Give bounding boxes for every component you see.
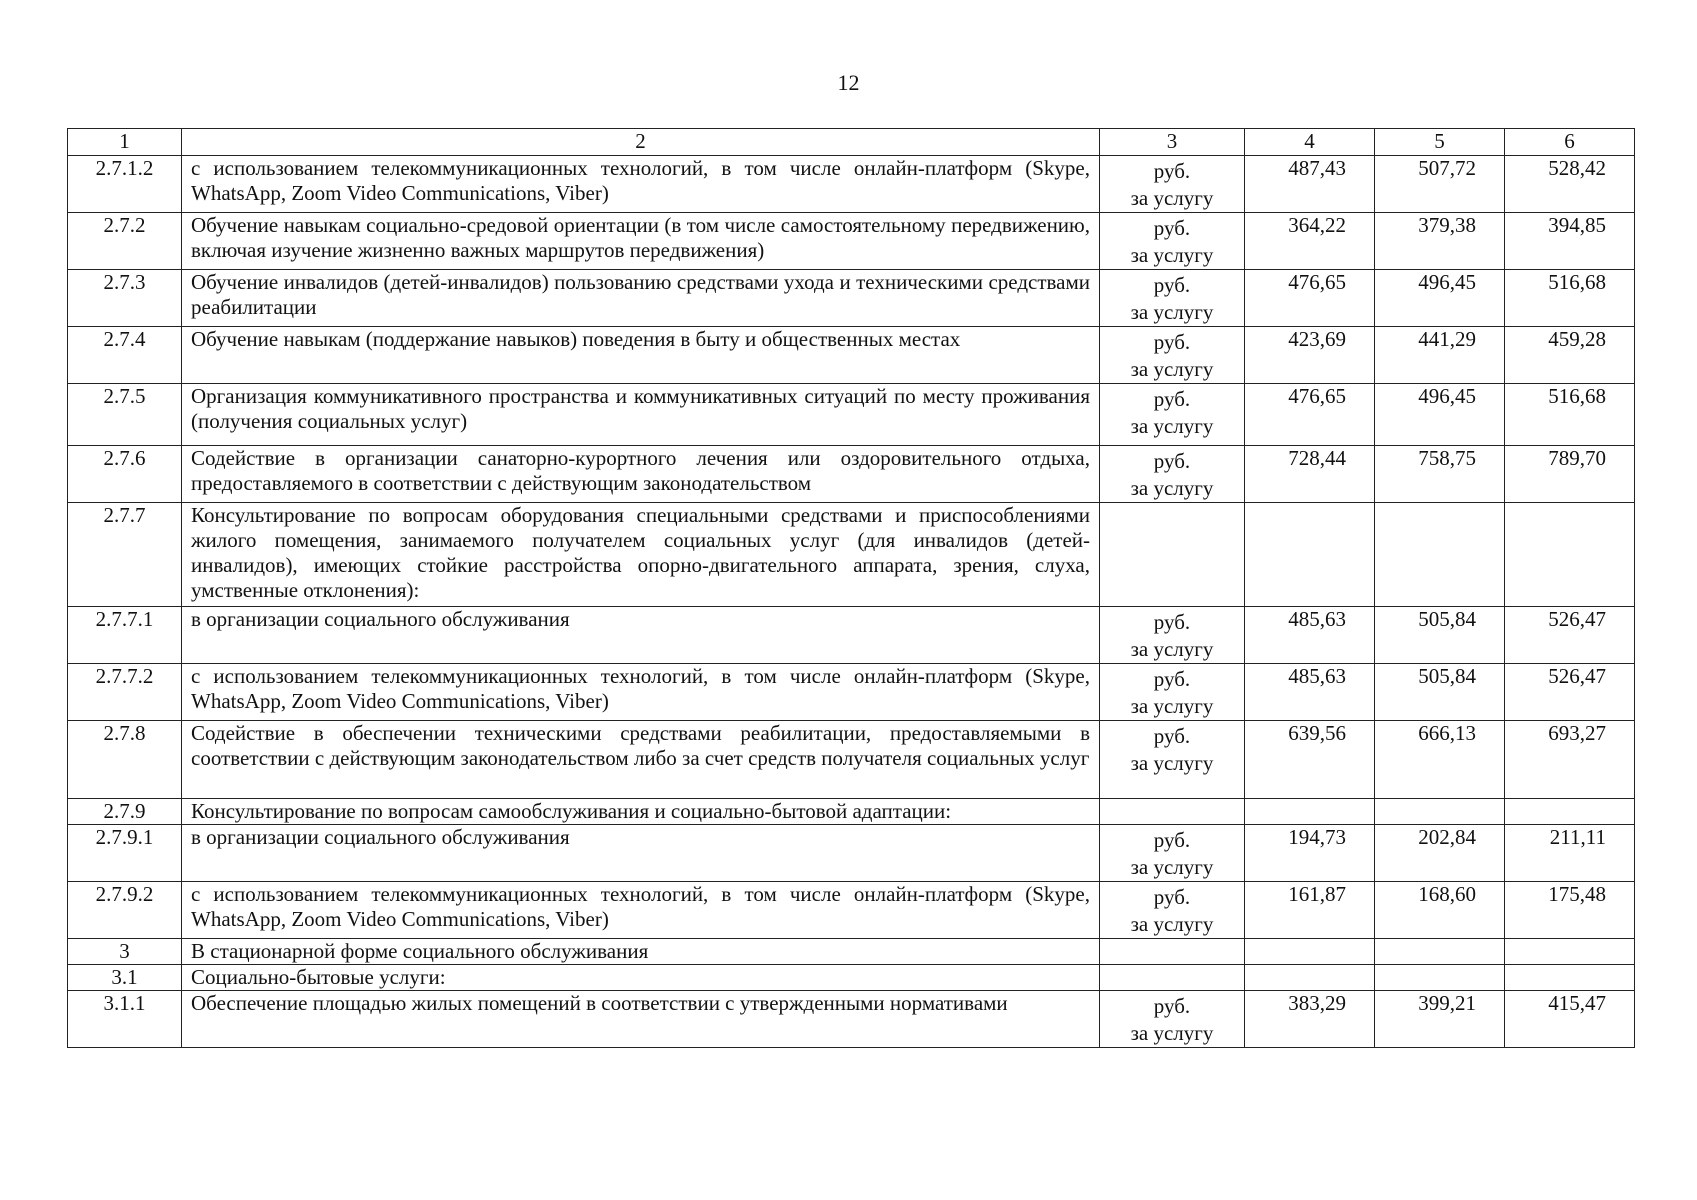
row-unit	[1100, 213, 1245, 270]
table-row	[68, 156, 1635, 213]
table-row	[68, 965, 1635, 991]
row-unit	[1100, 384, 1245, 446]
unit-per-service: за услугу	[1130, 300, 1214, 324]
row-description: Обучение навыкам (поддержание навыков) поведения в быту и общественных местах	[182, 327, 1100, 384]
row-description: с использованием телекоммуникационных технологий, в том числе онлайн-платформ (Skype, WhatsApp, Zoom Video Communications, Viber)	[182, 882, 1100, 939]
row-value-col5	[1375, 799, 1505, 825]
row-description: Организация коммуникативного пространства и коммуникативных ситуаций по месту проживания (получения социальных услуг)	[182, 384, 1100, 446]
row-value-col4	[1245, 965, 1375, 991]
row-code: 2.7.8	[68, 721, 182, 799]
row-code: 2.7.9.1	[68, 825, 182, 882]
row-value-col5	[1375, 939, 1505, 965]
unit-currency: руб.	[1153, 330, 1191, 354]
row-unit	[1100, 965, 1245, 991]
row-description: Содействие в обеспечении техническими средствами реабилитации, предоставляемыми в соответствии с действующим законодательством либо за счет средств получателя социальных услуг	[182, 721, 1100, 799]
row-value-col4: 194,73	[1245, 825, 1375, 882]
row-value-col4: 487,43	[1245, 156, 1375, 213]
row-value-col5: 496,45	[1375, 270, 1505, 327]
row-value-col4: 485,63	[1245, 607, 1375, 664]
header-cell-2: 2	[182, 129, 1100, 156]
row-value-col6: 175,48	[1505, 882, 1635, 939]
unit-currency: руб.	[1153, 610, 1191, 634]
row-code: 3.1	[68, 965, 182, 991]
table-row	[68, 799, 1635, 825]
row-code: 2.7.5	[68, 384, 182, 446]
unit-currency: руб.	[1153, 387, 1191, 411]
row-value-col6: 526,47	[1505, 664, 1635, 721]
unit-per-service: за услугу	[1130, 414, 1214, 438]
unit-per-service: за услугу	[1130, 1021, 1214, 1045]
unit-per-service: за услугу	[1130, 637, 1214, 661]
table-row	[68, 327, 1635, 384]
row-description: Обеспечение площадью жилых помещений в соответствии с утвержденными нормативами	[182, 991, 1100, 1048]
row-description: в организации социального обслуживания	[182, 607, 1100, 664]
table-row	[68, 882, 1635, 939]
row-description: Консультирование по вопросам оборудования специальными средствами и приспособлениями жилого помещения, занимаемого получателем социальных услуг (для инвалидов (детей-инвалидов), имеющих стойкие расстройства опорно-двигательного аппарата, зрения, слуха, умственные отклонения):	[182, 503, 1100, 607]
row-code: 2.7.2	[68, 213, 182, 270]
row-unit	[1100, 991, 1245, 1048]
table-row	[68, 607, 1635, 664]
unit-currency: руб.	[1153, 667, 1191, 691]
row-value-col6	[1505, 799, 1635, 825]
unit-per-service: за услугу	[1130, 912, 1214, 936]
row-value-col4: 476,65	[1245, 384, 1375, 446]
unit-currency: руб.	[1153, 216, 1191, 240]
header-cell-5: 5	[1375, 129, 1505, 156]
unit-per-service: за услугу	[1130, 751, 1214, 775]
row-unit	[1100, 607, 1245, 664]
row-unit	[1100, 799, 1245, 825]
row-unit	[1100, 939, 1245, 965]
row-description: с использованием телекоммуникационных технологий, в том числе онлайн-платформ (Skype, WhatsApp, Zoom Video Communications, Viber)	[182, 664, 1100, 721]
table-row	[68, 384, 1635, 446]
row-value-col5: 496,45	[1375, 384, 1505, 446]
row-unit	[1100, 825, 1245, 882]
header-cell-3: 3	[1100, 129, 1245, 156]
unit-currency: руб.	[1153, 994, 1191, 1018]
row-value-col6	[1505, 939, 1635, 965]
row-value-col4: 423,69	[1245, 327, 1375, 384]
row-value-col6	[1505, 965, 1635, 991]
unit-per-service: за услугу	[1130, 855, 1214, 879]
row-value-col5	[1375, 965, 1505, 991]
row-value-col5: 202,84	[1375, 825, 1505, 882]
row-unit	[1100, 446, 1245, 503]
row-description: с использованием телекоммуникационных технологий, в том числе онлайн-платформ (Skype, WhatsApp, Zoom Video Communications, Viber)	[182, 156, 1100, 213]
row-value-col6	[1505, 503, 1635, 607]
row-description: Обучение инвалидов (детей-инвалидов) пользованию средствами ухода и техническими средствами реабилитации	[182, 270, 1100, 327]
row-value-col6: 211,11	[1505, 825, 1635, 882]
unit-per-service: за услугу	[1130, 476, 1214, 500]
row-value-col6: 528,42	[1505, 156, 1635, 213]
unit-currency: руб.	[1153, 449, 1191, 473]
table-row	[68, 270, 1635, 327]
row-value-col5: 505,84	[1375, 664, 1505, 721]
row-value-col6: 516,68	[1505, 270, 1635, 327]
row-value-col4: 161,87	[1245, 882, 1375, 939]
row-value-col5	[1375, 503, 1505, 607]
row-value-col5: 168,60	[1375, 882, 1505, 939]
row-value-col6: 526,47	[1505, 607, 1635, 664]
table-row	[68, 991, 1635, 1048]
row-code: 2.7.7.1	[68, 607, 182, 664]
row-value-col6: 459,28	[1505, 327, 1635, 384]
row-code: 2.7.3	[68, 270, 182, 327]
unit-per-service: за услугу	[1130, 186, 1214, 210]
unit-per-service: за услугу	[1130, 243, 1214, 267]
unit-per-service: за услугу	[1130, 357, 1214, 381]
row-code: 2.7.6	[68, 446, 182, 503]
row-value-col5: 507,72	[1375, 156, 1505, 213]
row-unit	[1100, 503, 1245, 607]
row-unit	[1100, 664, 1245, 721]
unit-currency: руб.	[1153, 885, 1191, 909]
table-row	[68, 664, 1635, 721]
tariff-table	[67, 128, 1635, 1048]
row-description: В стационарной форме социального обслуживания	[182, 939, 1100, 965]
row-value-col5: 505,84	[1375, 607, 1505, 664]
row-value-col5: 666,13	[1375, 721, 1505, 799]
row-unit	[1100, 882, 1245, 939]
row-code: 2.7.9	[68, 799, 182, 825]
row-code: 3.1.1	[68, 991, 182, 1048]
row-value-col4: 383,29	[1245, 991, 1375, 1048]
table-row	[68, 825, 1635, 882]
row-value-col5: 758,75	[1375, 446, 1505, 503]
table-row	[68, 939, 1635, 965]
header-cell-1: 1	[68, 129, 182, 156]
row-value-col6: 415,47	[1505, 991, 1635, 1048]
table-row	[68, 213, 1635, 270]
table-row	[68, 503, 1635, 607]
table-row	[68, 446, 1635, 503]
page-number: 12	[837, 70, 860, 95]
row-unit	[1100, 327, 1245, 384]
row-code: 3	[68, 939, 182, 965]
row-value-col4: 485,63	[1245, 664, 1375, 721]
row-description: Обучение навыкам социально-средовой ориентации (в том числе самостоятельному передвижению, включая изучение жизненно важных маршрутов передвижения)	[182, 213, 1100, 270]
unit-per-service: за услугу	[1130, 694, 1214, 718]
row-code: 2.7.7.2	[68, 664, 182, 721]
row-value-col4: 364,22	[1245, 213, 1375, 270]
unit-currency: руб.	[1153, 724, 1191, 748]
row-unit	[1100, 156, 1245, 213]
table-header-row	[68, 129, 1635, 156]
row-code: 2.7.1.2	[68, 156, 182, 213]
row-unit	[1100, 270, 1245, 327]
row-value-col4: 728,44	[1245, 446, 1375, 503]
header-cell-6: 6	[1505, 129, 1635, 156]
header-cell-4: 4	[1245, 129, 1375, 156]
unit-currency: руб.	[1153, 159, 1191, 183]
row-value-col4: 476,65	[1245, 270, 1375, 327]
row-value-col4	[1245, 503, 1375, 607]
row-value-col5: 399,21	[1375, 991, 1505, 1048]
row-value-col4	[1245, 799, 1375, 825]
unit-currency: руб.	[1153, 828, 1191, 852]
row-code: 2.7.7	[68, 503, 182, 607]
row-unit	[1100, 721, 1245, 799]
row-value-col4: 639,56	[1245, 721, 1375, 799]
row-description: Консультирование по вопросам самообслуживания и социально-бытовой адаптации:	[182, 799, 1100, 825]
row-code: 2.7.9.2	[68, 882, 182, 939]
row-value-col4	[1245, 939, 1375, 965]
row-value-col5: 379,38	[1375, 213, 1505, 270]
row-code: 2.7.4	[68, 327, 182, 384]
row-description: Содействие в организации санаторно-курортного лечения или оздоровительного отдыха, предоставляемого в соответствии с действующим законодательством	[182, 446, 1100, 503]
row-value-col6: 693,27	[1505, 721, 1635, 799]
row-value-col6: 516,68	[1505, 384, 1635, 446]
table-row	[68, 721, 1635, 799]
unit-currency: руб.	[1153, 273, 1191, 297]
row-description: в организации социального обслуживания	[182, 825, 1100, 882]
row-value-col6: 394,85	[1505, 213, 1635, 270]
row-description: Социально-бытовые услуги:	[182, 965, 1100, 991]
row-value-col5: 441,29	[1375, 327, 1505, 384]
row-value-col6: 789,70	[1505, 446, 1635, 503]
